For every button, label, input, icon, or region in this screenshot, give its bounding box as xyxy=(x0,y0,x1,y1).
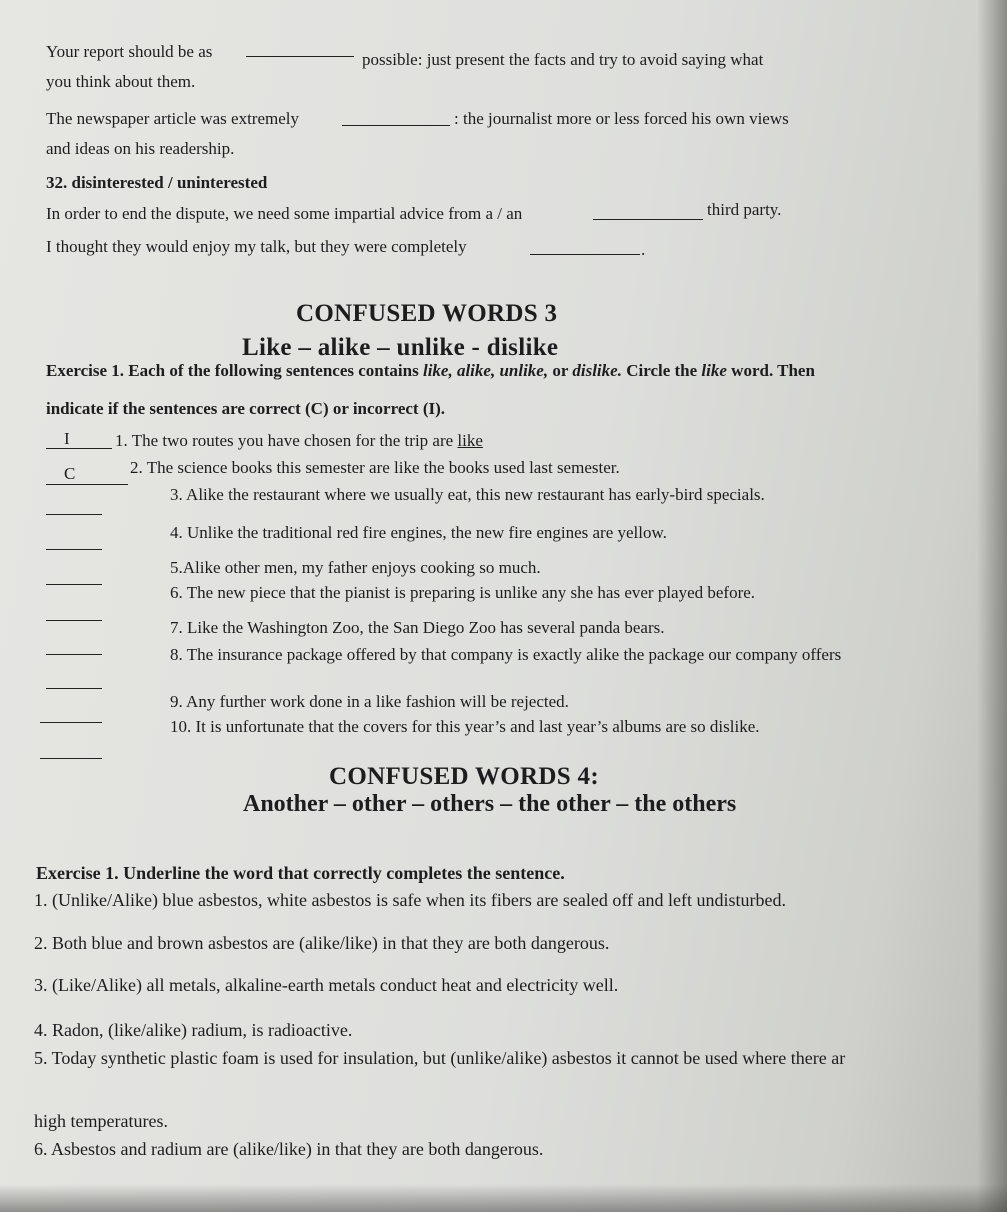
answer-blank[interactable] xyxy=(40,722,102,723)
exercise-instructions-line2: indicate if the sentences are correct (C) or incorrect (I). xyxy=(46,399,446,418)
list-item: 10. It is unfortunate that the covers for this year’s and last year’s albums are so dislike. xyxy=(170,717,760,736)
list-item: 4. Radon, (like/alike) radium, is radioactive. xyxy=(34,1020,353,1040)
sentence-text: : the journalist more or less forced his own views xyxy=(454,109,789,128)
section-subtitle: Like – alike – unlike - dislike xyxy=(242,334,559,361)
sentence-text: I thought they would enjoy my talk, but they were completely xyxy=(46,237,467,256)
sentence-text: third party. xyxy=(707,200,782,219)
list-item: 9. Any further work done in a like fashion will be rejected. xyxy=(170,692,569,711)
section-subtitle: Another – other – others – the other – the others xyxy=(243,791,737,817)
answer-value: I xyxy=(64,429,70,448)
list-item: 7. Like the Washington Zoo, the San Diego Zoo has several panda bears. xyxy=(170,618,665,637)
sentence-text: and ideas on his readership. xyxy=(46,139,235,158)
answer-blank[interactable] xyxy=(40,758,102,759)
instruction-keyword: like, alike, unlike, xyxy=(422,361,549,380)
answer-blank[interactable] xyxy=(46,620,102,621)
answer-blank[interactable] xyxy=(46,654,102,655)
sentence-text: . xyxy=(641,240,646,259)
list-item: 2. The science books this semester are like the books used last semester. xyxy=(130,458,620,477)
list-item: 2. Both blue and brown asbestos are (alike/like) in that they are both dangerous. xyxy=(34,933,610,953)
sentence-text: In order to end the dispute, we need some impartial advice from a / an xyxy=(46,204,523,223)
instruction-text: or xyxy=(548,361,573,380)
answer-blank[interactable] xyxy=(342,125,450,126)
answer-blank[interactable] xyxy=(246,56,354,57)
answer-blank[interactable] xyxy=(46,584,102,585)
item-underlined-word: like xyxy=(457,431,483,450)
answer-blank[interactable] xyxy=(530,254,640,255)
answer-blank[interactable] xyxy=(593,219,703,220)
exercise-instructions xyxy=(46,361,815,381)
list-item: 8. The insurance package offered by that company is exactly alike the package our company offers xyxy=(170,645,842,664)
page-bottom-shadow xyxy=(0,1184,1007,1212)
answer-blank[interactable] xyxy=(46,448,112,449)
sentence-text: you think about them. xyxy=(46,72,196,91)
list-item: 1. (Unlike/Alike) blue asbestos, white asbestos is safe when its fibers are sealed off and left undisturbed. xyxy=(34,890,786,910)
list-item: 3. Alike the restaurant where we usually eat, this new restaurant has early-bird specials. xyxy=(170,485,765,504)
instruction-keyword: dislike. xyxy=(572,361,622,380)
list-item-continuation: high temperatures. xyxy=(34,1111,168,1131)
answer-blank[interactable] xyxy=(46,484,128,485)
list-item: 5. Today synthetic plastic foam is used for insulation, but (unlike/alike) asbestos it cannot be used where there ar xyxy=(34,1048,846,1068)
section-heading: 32. disinterested / uninterested xyxy=(46,173,268,192)
answer-value: C xyxy=(64,464,76,483)
list-item xyxy=(115,431,483,451)
list-item: 4. Unlike the traditional red fire engines, the new fire engines are yellow. xyxy=(170,523,667,542)
list-item: 6. Asbestos and radium are (alike/like) in that they are both dangerous. xyxy=(34,1139,544,1159)
page-edge-shadow xyxy=(977,0,1007,1212)
list-item: 5.Alike other men, my father enjoys cooking so much. xyxy=(170,558,541,577)
answer-blank[interactable] xyxy=(46,514,102,515)
list-item: 6. The new piece that the pianist is preparing is unlike any she has ever played before. xyxy=(170,583,756,602)
list-item: 3. (Like/Alike) all metals, alkaline-earth metals conduct heat and electricity well. xyxy=(34,975,619,995)
sentence-line xyxy=(46,42,212,62)
exercise-instructions: Exercise 1. Underline the word that correctly completes the sentence. xyxy=(36,863,565,883)
sentence-text: possible: just present the facts and try to avoid saying what xyxy=(362,50,764,69)
section-title: CONFUSED WORDS 3 xyxy=(296,300,558,327)
item-text: 1. The two routes you have chosen for the trip are xyxy=(115,431,458,450)
instruction-text: Exercise 1. Each of the following sentences contains xyxy=(46,361,423,380)
instruction-text: word. Then xyxy=(726,361,815,380)
section-title: CONFUSED WORDS 4: xyxy=(329,763,599,790)
sentence-text: The newspaper article was extremely xyxy=(46,109,299,128)
instruction-text: Circle the xyxy=(621,361,702,380)
sentence-text: Your report should be as xyxy=(46,42,213,61)
answer-blank[interactable] xyxy=(46,549,102,550)
instruction-keyword: like xyxy=(701,361,727,380)
answer-blank[interactable] xyxy=(46,688,102,689)
